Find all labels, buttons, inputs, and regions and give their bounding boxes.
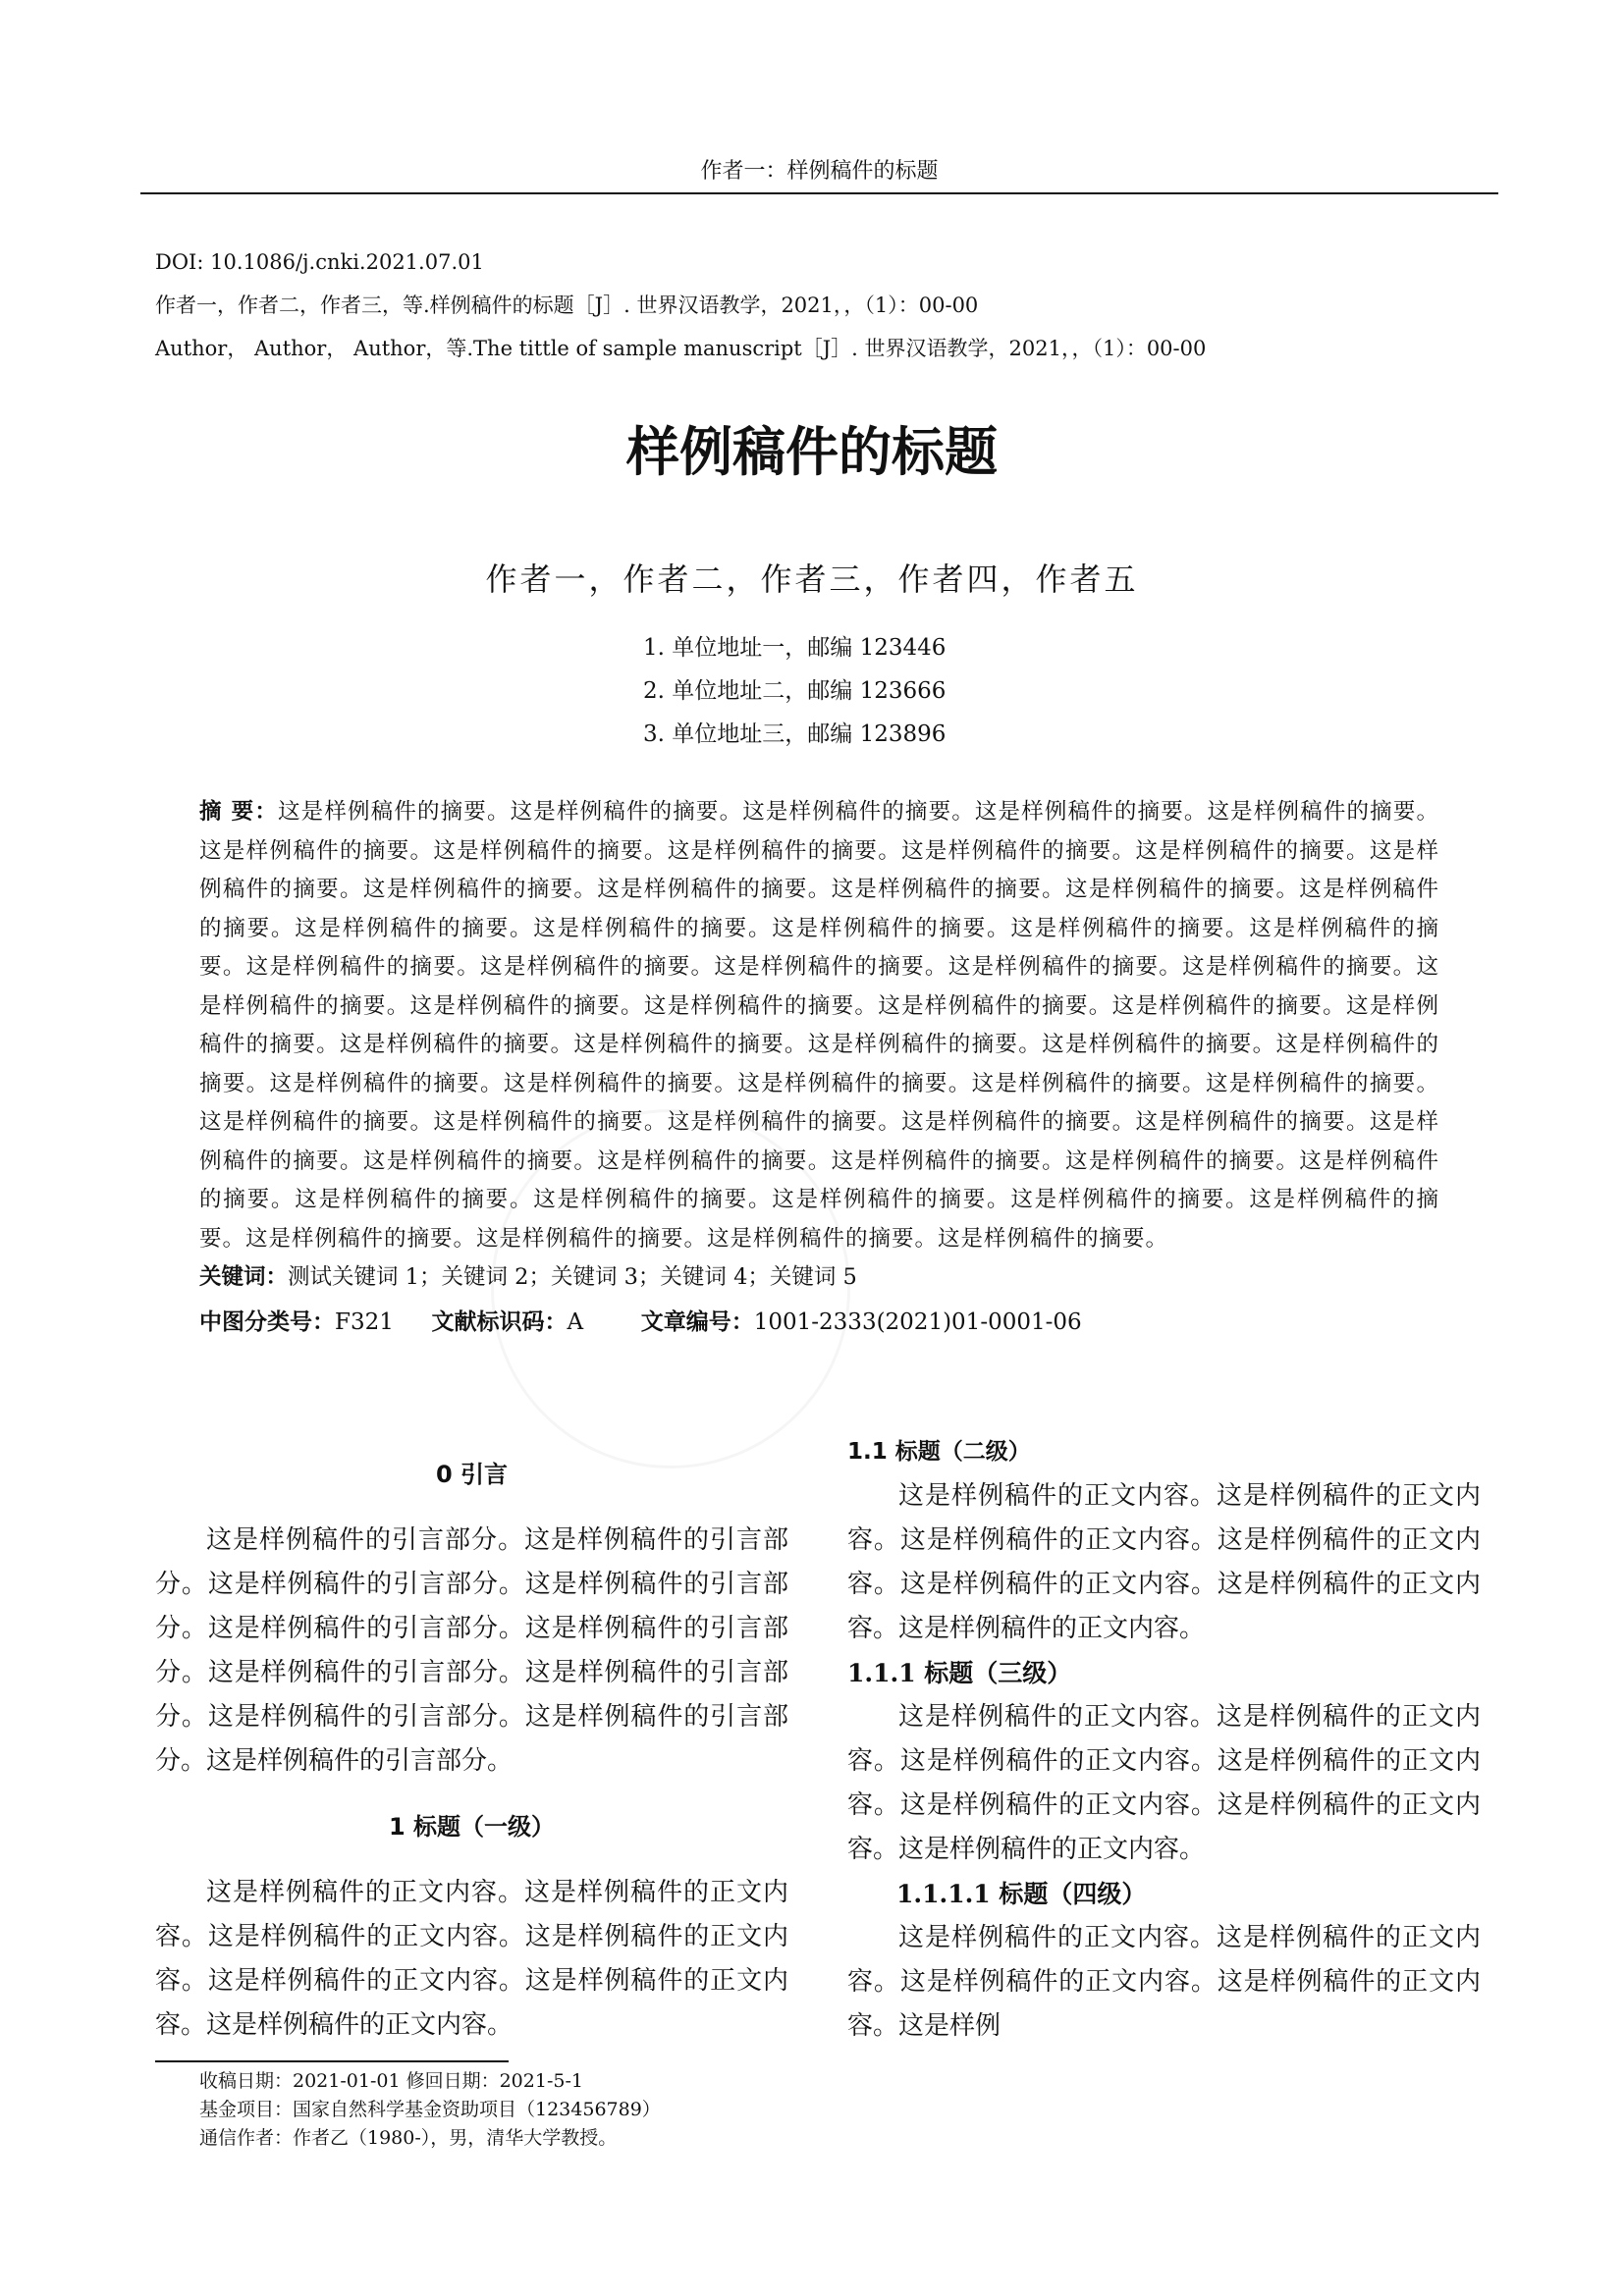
clc-value: F321: [335, 1309, 394, 1335]
intro-paragraph: 这是样例稿件的引言部分。这是样例稿件的引言部分。这是样例稿件的引言部分。这是样例稿件的引言部分。这是样例稿件的引言部分。这是样例稿件的引言部分。这是样例稿件的引言部分。这是样例稿件的引言部分。这是样例稿件的引言部分。这是样例稿件的引言部分。这是样例稿件的引言部分。: [155, 1525, 788, 1776]
classification-line: [199, 1304, 1082, 1336]
abstract-text: 这是样例稿件的摘要。这是样例稿件的摘要。这是样例稿件的摘要。这是样例稿件的摘要。这是样例稿件的摘要。这是样例稿件的摘要。这是样例稿件的摘要。这是样例稿件的摘要。这是样例稿件的摘要。这是样例稿件的摘要。这是样例稿件的摘要。这是样例稿件的摘要。这是样例稿件的摘要。这是样例稿件的摘要。这是样例稿件的摘要。这是样例稿件的摘要。这是样例稿件的摘要。这是样例稿件的摘要。这是样例稿件的摘要。这是样例稿件的摘要。这是样例稿件的摘要。这是样例稿件的摘要。这是样例稿件的摘要。这是样例稿件的摘要。这是样例稿件的摘要。这是样例稿件的摘要。这是样例稿件的摘要。这是样例稿件的摘要。这是样例稿件的摘要。这是样例稿件的摘要。这是样例稿件的摘要。这是样例稿件的摘要。这是样例稿件的摘要。这是样例稿件的摘要。这是样例稿件的摘要。这是样例稿件的摘要。这是样例稿件的摘要。这是样例稿件的摘要。这是样例稿件的摘要。这是样例稿件的摘要。这是样例稿件的摘要。这是样例稿件的摘要。这是样例稿件的摘要。这是样例稿件的摘要。这是样例稿件的摘要。这是样例稿件的摘要。这是样例稿件的摘要。这是样例稿件的摘要。这是样例稿件的摘要。这是样例稿件的摘要。这是样例稿件的摘要。这是样例稿件的摘要。这是样例稿件的摘要。这是样例稿件的摘要。这是样例稿件的摘要。这是样例稿件的摘要。这是样例稿件的摘要。这是样例稿件的摘要。这是样例稿件的摘要。这是样例稿件的摘要。这是样例稿件的摘要。这是样例稿件的摘要。: [199, 799, 1439, 1252]
section-1-1-1-1-heading: 1.1.1.1 标题（四级）: [896, 1880, 1147, 1908]
section-1-1-1-heading: 1.1.1 标题（三级）: [847, 1659, 1072, 1687]
footnotes: [199, 2067, 661, 2153]
author-list: 作者一，作者二，作者三，作者四，作者五: [485, 561, 1139, 598]
section-1-1-paragraph: 这是样例稿件的正文内容。这是样例稿件的正文内容。这是样例稿件的正文内容。这是样例稿件的正文内容。这是样例稿件的正文内容。这是样例稿件的正文内容。这是样例稿件的正文内容。: [847, 1481, 1481, 1643]
article-number-value: 1001-2333(2021)01-0001-06: [753, 1309, 1082, 1335]
footnote-fund: 基金项目：国家自然科学基金资助项目（123456789）: [199, 2099, 661, 2120]
doi-line: DOI: 10.1086/j.cnki.2021.07.01: [155, 250, 484, 274]
doc-code-value: A: [567, 1309, 584, 1335]
affiliation-list: [643, 626, 946, 756]
left-column: [155, 1453, 788, 2048]
keywords: [199, 1259, 857, 1291]
abstract-label: 摘 要：: [199, 799, 278, 825]
footnote-correspondence: 通信作者：作者乙（1980-），男，清华大学教授。: [199, 2127, 618, 2149]
footnote-received: 收稿日期：2021-01-01 修回日期：2021-5-1: [199, 2070, 583, 2092]
section-1-heading: 1 标题（一级）: [388, 1813, 556, 1841]
running-header: 作者一：样例稿件的标题: [140, 154, 1498, 194]
doc-code-label: 文献标识码：: [431, 1309, 568, 1335]
article-number-label: 文章编号：: [640, 1309, 754, 1335]
keywords-label: 关键词：: [199, 1264, 289, 1290]
right-column: [847, 1430, 1481, 2049]
citation-block: [155, 240, 1206, 370]
keywords-text: 测试关键词 1；关键词 2；关键词 3；关键词 4；关键词 5: [288, 1264, 857, 1290]
affiliation-item: 3. 单位地址三，邮编 123896: [643, 721, 947, 747]
affiliation-item: 2. 单位地址二，邮编 123666: [643, 678, 947, 704]
abstract: [199, 793, 1439, 1258]
section-1-1-heading: 1.1 标题（二级）: [847, 1439, 1031, 1465]
clc-label: 中图分类号：: [199, 1309, 335, 1335]
citation-en: Author， Author， Author，等.The tittle of sample manuscript［J］. 世界汉语教学，2021，，（1）：00-00: [155, 337, 1207, 360]
citation-cn: 作者一，作者二，作者三，等.样例稿件的标题［J］. 世界汉语教学，2021，，（1）：00-00: [155, 294, 979, 317]
intro-heading: 0 引言: [435, 1461, 509, 1488]
affiliation-item: 1. 单位地址一，邮编 123446: [643, 635, 947, 661]
section-1-1-1-1-paragraph: 这是样例稿件的正文内容。这是样例稿件的正文内容。这是样例稿件的正文内容。这是样例稿件的正文内容。这是样例: [847, 1923, 1481, 2041]
footnote-divider: [155, 2060, 509, 2062]
section-1-paragraph: 这是样例稿件的正文内容。这是样例稿件的正文内容。这是样例稿件的正文内容。这是样例稿件的正文内容。这是样例稿件的正文内容。这是样例稿件的正文内容。这是样例稿件的正文内容。: [155, 1878, 788, 2040]
paper-title: 样例稿件的标题: [626, 421, 998, 483]
section-1-1-1-paragraph: 这是样例稿件的正文内容。这是样例稿件的正文内容。这是样例稿件的正文内容。这是样例稿件的正文内容。这是样例稿件的正文内容。这是样例稿件的正文内容。这是样例稿件的正文内容。: [847, 1702, 1481, 1864]
